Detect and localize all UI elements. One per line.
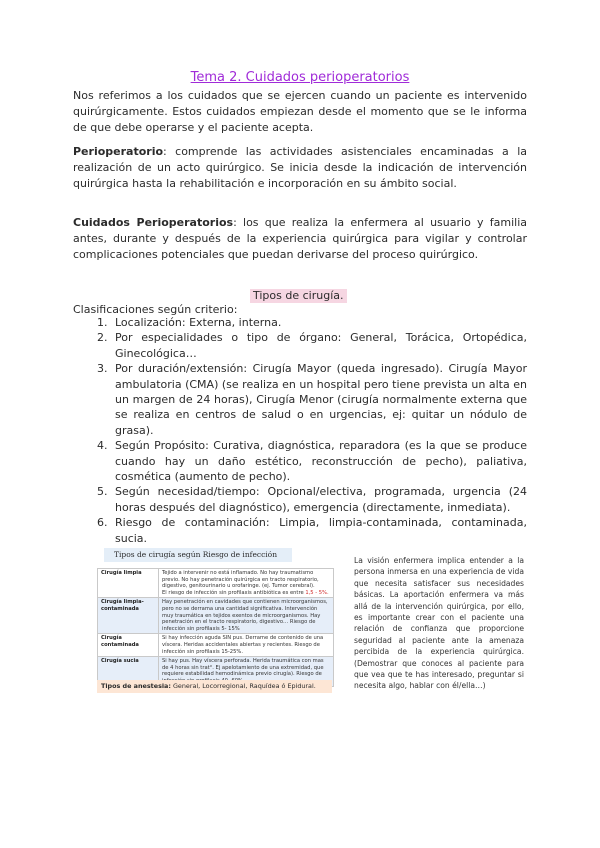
criteria-list — [73, 315, 527, 546]
table-row — [98, 598, 334, 634]
row-desc: Si hay pus. Hay víscera perforada. Herida traumática con mas de 4 horas sin trat°. Ej apelotamiento de una extremidad, que requiere estabilidad hemodinámica previo cirugía). Riesgo de — [159, 657, 334, 686]
row-key: Cirugía limpia — [98, 569, 159, 598]
criteria-item: 1. Localización: Externa, interna. — [111, 315, 527, 330]
row-key: Cirugía sucia — [98, 657, 159, 686]
anesthesia-label: Tipos de anestesia: — [101, 682, 171, 690]
anesthesia-types — [97, 680, 332, 693]
row-risk-prefix: El riesgo de infección sin profilaxis antibiótica es entre — [162, 589, 306, 596]
criteria-item: 6. Riesgo de contaminación: Limpia, limpia-contaminada, contaminada, sucia. — [111, 515, 527, 546]
classifications-intro: Clasificaciones según criterio: — [73, 303, 238, 316]
risk-table-title: Tipos de cirugía según Riesgo de infección — [104, 548, 292, 562]
section-title: Tipos de cirugía. — [250, 289, 347, 303]
row-desc-text: Tejido a intervenir no está inflamado. No hay traumatismo previo. No hay penetración quirúrgica en tracto respiratorio, digestivo, genitourinario u orofaringe. (ej. Tumor cerebral). — [162, 570, 319, 590]
row-key: Cirugía contaminada — [98, 634, 159, 657]
cuidados-definition — [73, 215, 527, 263]
perioperatorio-text: : comprende las actividades asistenciales encaminadas a la realización de un acto quirúrgico. Se inicia desde la indicación de intervención quirúrgica hasta la rehabilitación e incorporación en su ámbito social. — [73, 145, 527, 190]
risk-table — [97, 568, 334, 687]
page-title: Tema 2. Cuidados perioperatorios — [190, 70, 410, 85]
criteria-item: 3. Por duración/extensión: Cirugía Mayor (queda ingresado). Cirugía Mayor ambulatoria (CMA) (se realiza en un hospital pero tiene prevista un alta en un margen de 24 horas), Cirugía Menor (cirugía normalmente externa que se realiza en centros de salud o en urgencias, ej: quitar un nódulo de grasa). — [111, 361, 527, 438]
row-desc: Hay penetración en cavidades que contienen microorganismos, pero no se derrama una cantidad significativa. Intervención muy traumática en tejidos exentos de microorganismos. Hay penetración en el tracto respiratorio, digestivo… Riesgo de infección sin profilaxis 5- 15% — [159, 598, 334, 634]
table-row — [98, 634, 334, 657]
criteria-item: 2. Por especialidades o tipo de órgano: General, Torácica, Ortopédica, Ginecológica… — [111, 330, 527, 361]
table-row — [98, 569, 334, 598]
cuidados-text: : los que realiza la enfermera al usuario y familia antes, durante y después de la experiencia quirúrgica para vigilar y controlar complicaciones potenciales que puedan derivarse del proceso quirúrgico. — [73, 216, 527, 261]
row-desc — [159, 569, 334, 598]
side-note: La visión enfermera implica entender a la persona inmersa en una experiencia de vida que necesita satisfacer sus necesidades básicas. La aportación enfermera va más allá de la intervención quirúrgica, por ello, es importante crear con el paciente una relación de confianza que proporcione seguridad al paciente ante la amenaza percibida de la experiencia quirúrgica. (Demostrar que conoces al paciente para que vea que te has interesado, preguntar si necesita algo, hablar con él/ella…) — [354, 556, 524, 691]
row-desc: Si hay infección aguda SIN pus. Derrame de contenido de una víscera. Heridas accidentales abiertas y recientes. Riesgo de infección sin profilaxis 15-25%. — [159, 634, 334, 657]
row-key: Cirugía limpia-contaminada — [98, 598, 159, 634]
intro-paragraph: Nos referimos a los cuidados que se ejercen cuando un paciente es intervenido quirúrgicamente. Estos cuidados empiezan desde el momento que se le informa de que debe operarse y el paciente acepta. — [73, 89, 527, 134]
anesthesia-values: General, Locorregional, Raquídea ó Epidural. — [170, 682, 316, 690]
criteria-item: 4. Según Propósito: Curativa, diagnóstica, reparadora (es la que se produce cuando hay un daño estético, reconstrucción de pecho), paliativa, cosmética (aumento de pecho). — [111, 438, 527, 484]
perioperatorio-term: Perioperatorio — [73, 145, 164, 158]
perioperatorio-definition — [73, 144, 527, 192]
cuidados-term: Cuidados Perioperatorios — [73, 216, 234, 229]
row-risk-value: 1,5 - 5%. — [305, 589, 329, 596]
criteria-item: 5. Según necesidad/tiempo: Opcional/electiva, programada, urgencia (24 horas después del diagnóstico), emergencia (directamente, inmediata). — [111, 484, 527, 515]
